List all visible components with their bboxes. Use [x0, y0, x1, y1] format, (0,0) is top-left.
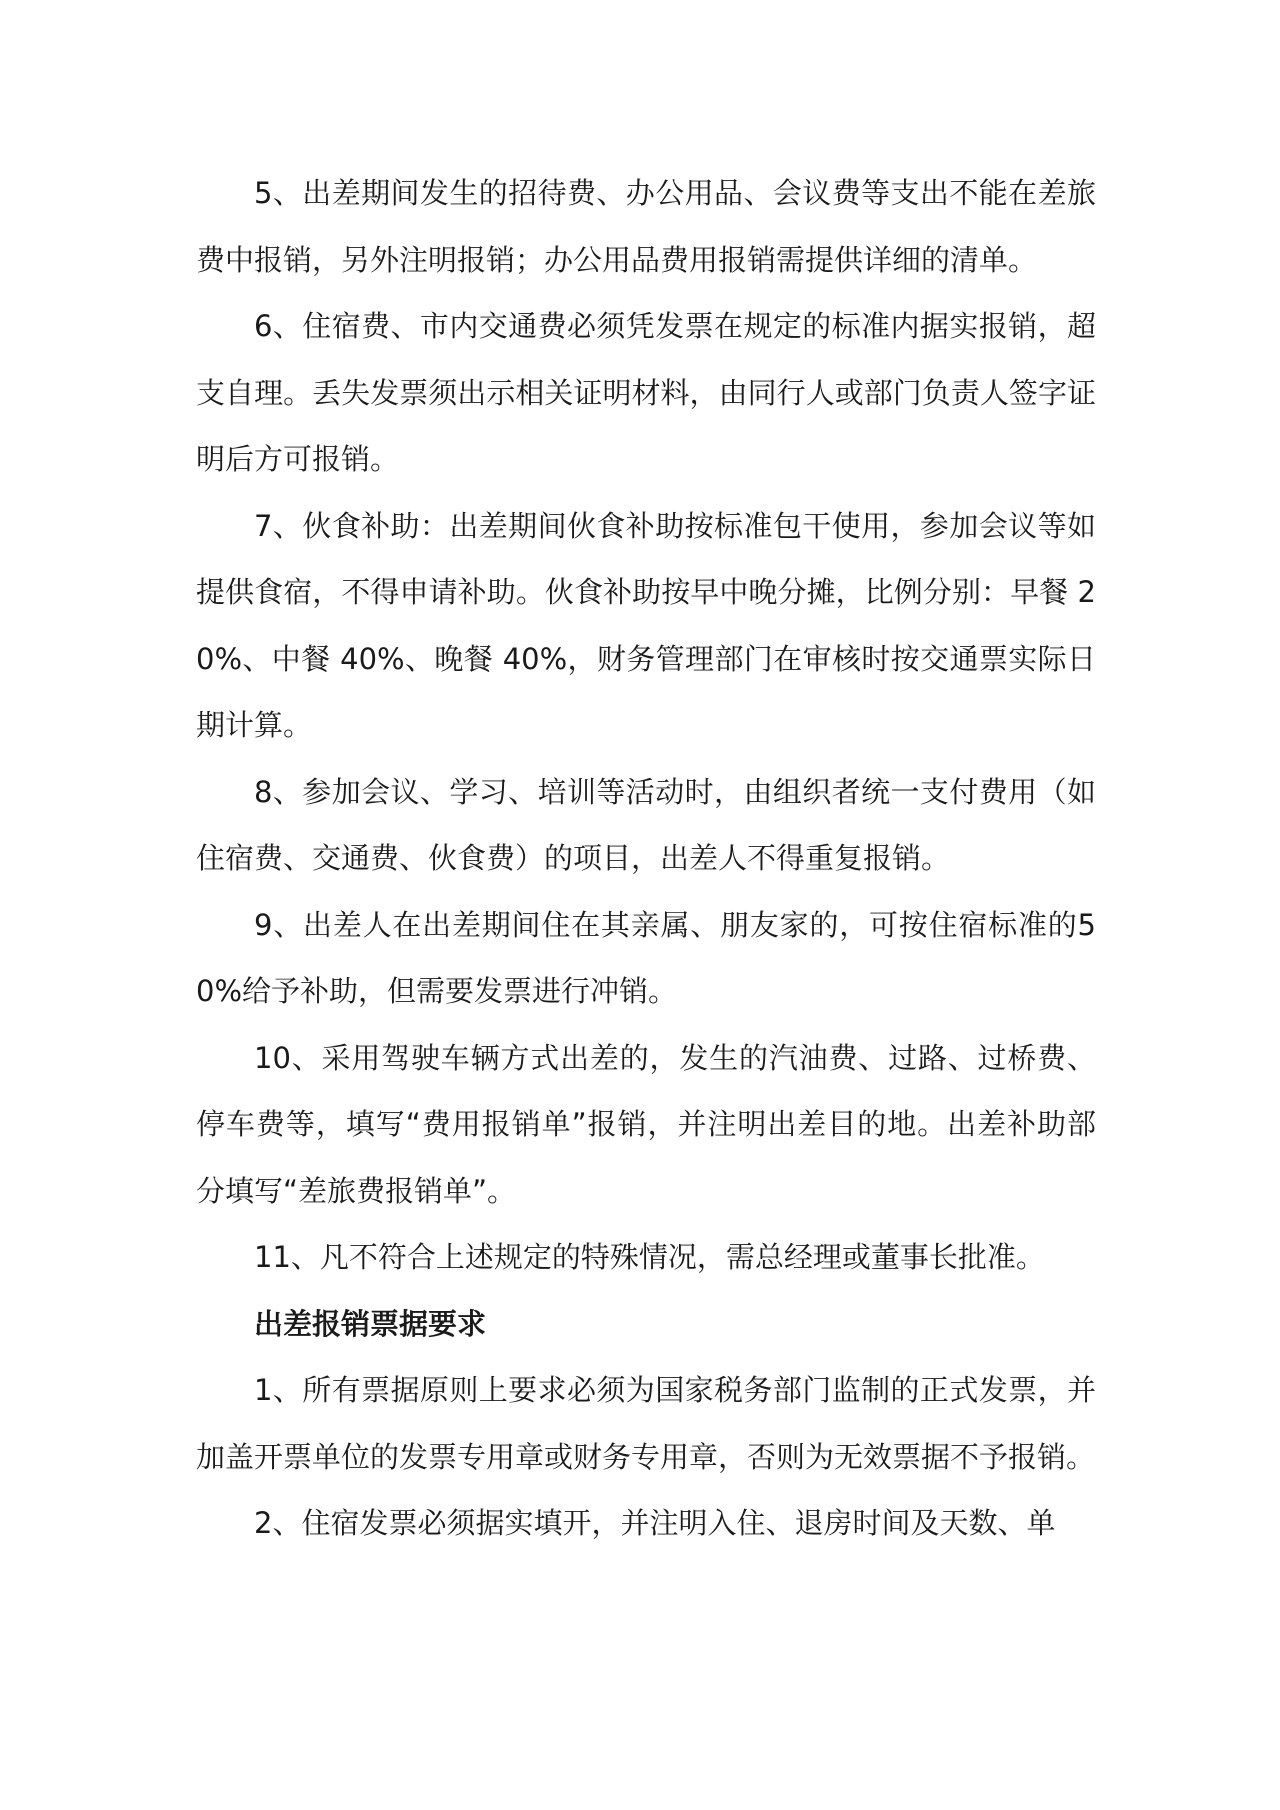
paragraph-rule-9: 9、出差人在出差期间住在其亲属、朋友家的，可按住宿标准的50%给予补助，但需要发票进行冲销。	[196, 907, 1096, 1008]
paragraph-rule-5: 5、出差期间发生的招待费、办公用品、会议费等支出不能在差旅费中报销，另外注明报销；办公用品费用报销需提供详细的清单。	[196, 176, 1096, 277]
paragraph-receipt-1: 1、所有票据原则上要求必须为国家税务部门监制的正式发票，并加盖开票单位的发票专用章或财务专用章，否则为无效票据不予报销。	[196, 1373, 1096, 1474]
paragraph-rule-11: 11、凡不符合上述规定的特殊情况，需总经理或董事长批准。	[254, 1240, 1045, 1274]
document-page	[196, 160, 1096, 1557]
section-heading: 出差报销票据要求	[254, 1306, 487, 1341]
paragraph-rule-6: 6、住宿费、市内交通费必须凭发票在规定的标准内据实报销，超支自理。丢失发票须出示相关证明材料，由同行人或部门负责人签字证明后方可报销。	[196, 309, 1096, 476]
paragraph-rule-8: 8、参加会议、学习、培训等活动时，由组织者统一支付费用（如住宿费、交通费、伙食费）的项目，出差人不得重复报销。	[196, 774, 1096, 875]
paragraph-rule-10: 10、采用驾驶车辆方式出差的，发生的汽油费、过路、过桥费、停车费等，填写“费用报销单”报销，并注明出差目的地。出差补助部分填写“差旅费报销单”。	[196, 1040, 1096, 1208]
paragraph-receipt-2: 2、住宿发票必须据实填开，并注明入住、退房时间及天数、单	[254, 1506, 1056, 1540]
paragraph-rule-7: 7、伙食补助：出差期间伙食补助按标准包干使用，参加会议等如提供食宿，不得申请补助。伙食补助按早中晚分摊，比例分别：早餐 20%、中餐 40%、晚餐 40%，财务管理部门在审核时按交通票实际日期计算。	[196, 508, 1096, 742]
